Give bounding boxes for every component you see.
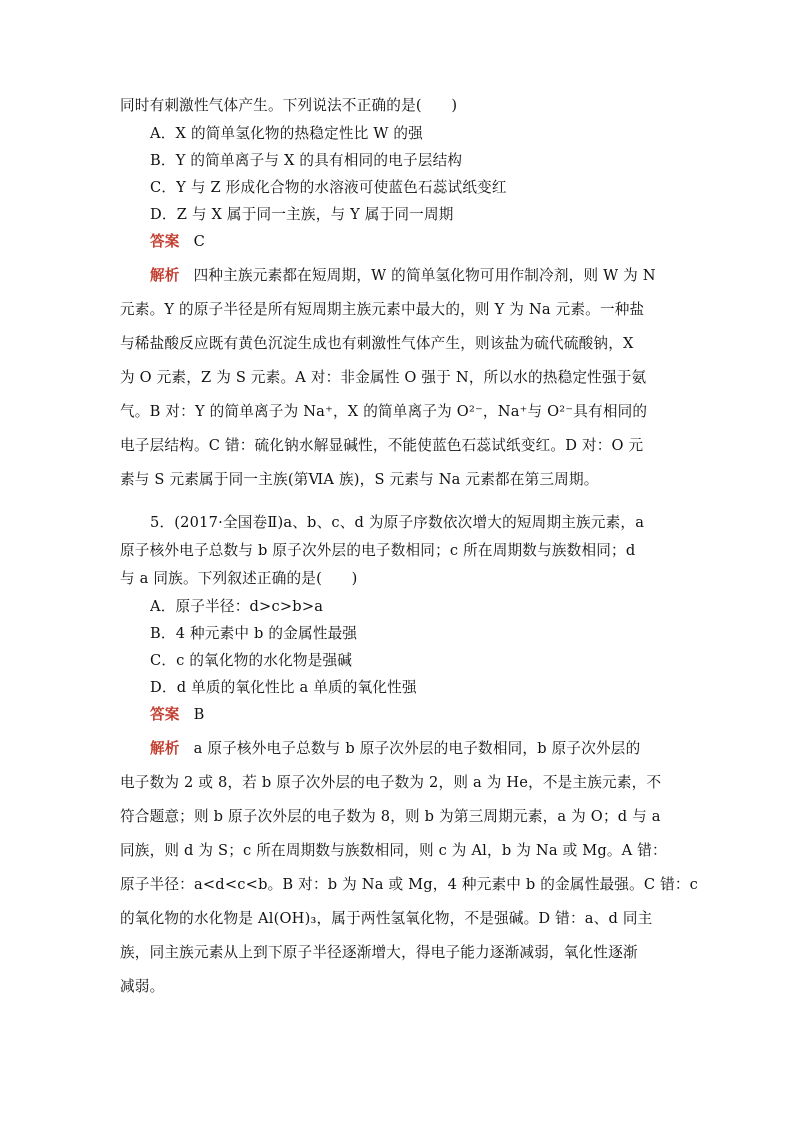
q5-exp-line-7: 减弱。 — [120, 978, 165, 995]
q5-answer-value: B — [193, 706, 205, 723]
q4-explanation-label: 解析 — [150, 267, 180, 284]
q4-option-a: A．X 的简单氢化物的热稳定性比 W 的强 — [150, 125, 423, 142]
q5-answer — [150, 705, 205, 725]
q4-answer — [150, 232, 205, 252]
q5-answer-label: 答案 — [150, 706, 180, 723]
q4-exp-line-4: 气。B 对：Y 的简单离子为 Na⁺，X 的简单离子为 O²⁻，Na⁺与 O²⁻具有相同的 — [120, 403, 648, 420]
q5-explanation-label: 解析 — [150, 740, 180, 757]
q5-exp-line-4: 原子半径：a<d<c<b。B 对：b 为 Na 或 Mg，4 种元素中 b 的金属性最强。C 错：c — [120, 876, 699, 893]
q4-option-b: B．Y 的简单离子与 X 的具有相同的电子层结构 — [150, 152, 463, 169]
q4-answer-value: C — [193, 233, 205, 250]
q5-option-a: A．原子半径：d>c>b>a — [150, 598, 324, 615]
q5-exp-line-1: 电子数为 2 或 8，若 b 原子次外层的电子数为 2，则 a 为 He，不是主族元素，不 — [120, 774, 662, 791]
q4-exp-line-0: 四种主族元素都在短周期，W 的简单氢化物可用作制冷剂，则 W 为 N — [193, 267, 656, 284]
q5-exp-line-0: a 原子核外电子总数与 b 原子次外层的电子数相同，b 原子次外层的 — [193, 740, 641, 757]
q4-exp-line-1: 元素。Y 的原子半径是所有短周期主族元素中最大的，则 Y 为 Na 元素。一种盐 — [120, 301, 645, 318]
q5-stem-line-1: 原子核外电子总数与 b 原子次外层的电子数相同；c 所在周期数与族数相同；d — [120, 542, 636, 559]
q5-option-d: D．d 单质的氧化性比 a 单质的氧化性强 — [150, 679, 417, 696]
q5-exp-line-2: 符合题意；则 b 原子次外层的电子数为 8，则 b 为第三周期元素，a 为 O；d 与 a — [120, 808, 661, 825]
q4-option-d: D．Z 与 X 属于同一主族，与 Y 属于同一周期 — [150, 206, 454, 223]
q5-option-b: B．4 种元素中 b 的金属性最强 — [150, 625, 358, 642]
q5-option-c: C．c 的氧化物的水化物是强碱 — [150, 652, 353, 669]
q5-exp-line-6: 族，同主族元素从上到下原子半径逐渐增大，得电子能力逐渐减弱，氧化性逐渐 — [120, 944, 638, 961]
q4-exp-line-6: 素与 S 元素属于同一主族(第ⅥA 族)，S 元素与 Na 元素都在第三周期。 — [120, 471, 599, 488]
q5-stem-line-0: 5．(2017·全国卷Ⅱ)a、b、c、d 为原子序数依次增大的短周期主族元素，a — [150, 514, 645, 531]
q4-exp-line-3: 为 O 元素，Z 为 S 元素。A 对：非金属性 O 强于 N，所以水的热稳定性强于氨 — [120, 369, 647, 386]
q4-answer-label: 答案 — [150, 233, 180, 250]
q4-option-c: C．Y 与 Z 形成化合物的水溶液可使蓝色石蕊试纸变红 — [150, 179, 507, 196]
q5-stem-line-2: 与 a 同族。下列叙述正确的是( ) — [120, 570, 358, 587]
q4-explanation-first — [150, 266, 656, 286]
q5-exp-line-3: 同族，则 d 为 S；c 所在周期数与族数相同，则 c 为 Al，b 为 Na 或 Mg。A 错： — [120, 842, 667, 859]
q4-exp-line-5: 电子层结构。C 错：硫化钠水解显碱性，不能使蓝色石蕊试纸变红。D 对：O 元 — [120, 437, 644, 454]
q5-explanation-first — [150, 739, 640, 759]
q5-exp-line-5: 的氧化物的水化物是 Al(OH)₃，属于两性氢氧化物，不是强碱。D 错：a、d 同主 — [120, 910, 653, 927]
q4-stem-tail: 同时有刺激性气体产生。下列说法不正确的是( ) — [120, 97, 458, 114]
q4-exp-line-2: 与稀盐酸反应既有黄色沉淀生成也有刺激性气体产生，则该盐为硫代硫酸钠，X — [120, 335, 634, 352]
